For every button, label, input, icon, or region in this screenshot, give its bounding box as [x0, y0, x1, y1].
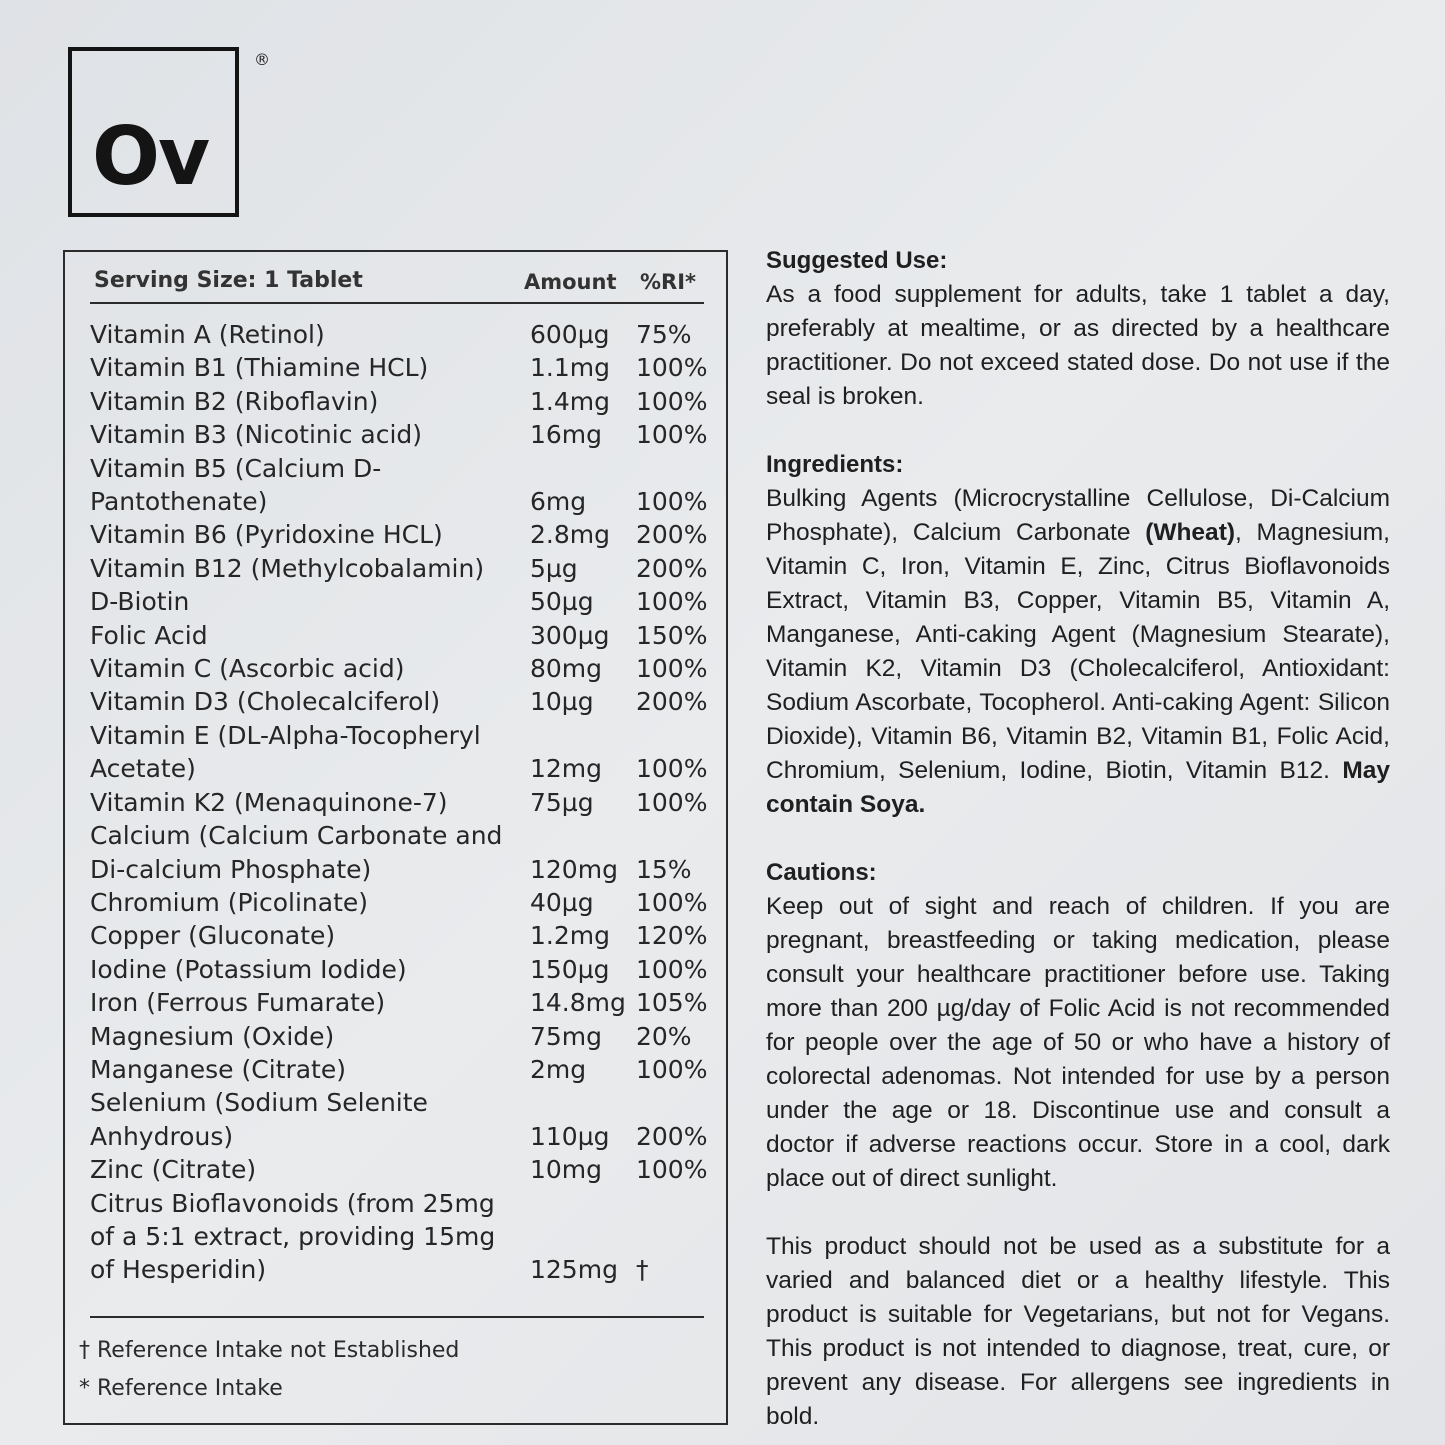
- nutrient-ri: 200%: [636, 1121, 708, 1151]
- nutrient-amount: 14.8mg: [530, 988, 626, 1018]
- nutrient-ri: 100%: [636, 954, 708, 984]
- nutrient-name: Citrus Bioflavonoids (from 25mg of a 5:1 extract, providing 15mg of Hesperidin): [90, 1188, 496, 1285]
- table-body: [90, 318, 730, 1287]
- nutrient-name: Vitamin B12 (Methylcobalamin): [90, 553, 485, 583]
- nutrient-ri: 120%: [636, 921, 708, 951]
- table-row: [90, 919, 730, 952]
- cautions-heading: Cautions:: [766, 859, 877, 886]
- nutrient-amount: 6mg: [530, 487, 587, 517]
- footnote-star: * Reference Intake: [79, 1376, 283, 1401]
- nutrition-panel: [63, 250, 728, 1425]
- table-row: [90, 786, 730, 819]
- info-column: [766, 244, 1390, 1434]
- nutrient-ri: 100%: [636, 353, 708, 383]
- nutrient-amount: 80mg: [530, 654, 603, 684]
- nutrient-amount: 300µg: [530, 620, 610, 650]
- table-row: [90, 819, 730, 886]
- table-row: [90, 518, 730, 551]
- ingredients-heading: Ingredients:: [766, 451, 904, 478]
- nutrient-name: Calcium (Calcium Carbonate and Di-calcium Phosphate): [90, 821, 503, 884]
- amount-header: Amount: [524, 270, 617, 294]
- nutrient-name: Vitamin B6 (Pyridoxine HCL): [90, 520, 443, 550]
- nutrient-amount: 125mg: [530, 1255, 618, 1285]
- nutrient-name: Iodine (Potassium Iodide): [90, 954, 407, 984]
- nutrient-ri: 100%: [636, 386, 708, 416]
- table-row: [90, 652, 730, 685]
- nutrient-name: Iron (Ferrous Fumarate): [90, 988, 386, 1018]
- nutrient-ri: 100%: [636, 587, 708, 617]
- table-header: [90, 266, 704, 304]
- nutrient-amount: 150µg: [530, 954, 610, 984]
- table-row: [90, 585, 730, 618]
- nutrient-ri: 200%: [636, 687, 708, 717]
- nutrient-amount: 120mg: [530, 854, 618, 884]
- table-row: [90, 318, 730, 351]
- footnote-dagger: † Reference Intake not Established: [79, 1338, 460, 1363]
- nutrient-ri: 100%: [636, 754, 708, 784]
- ingredients-text: [766, 482, 1390, 822]
- nutrient-ri: 200%: [636, 520, 708, 550]
- suggested-use-heading: Suggested Use:: [766, 247, 948, 274]
- nutrient-name: Selenium (Sodium Selenite Anhydrous): [90, 1088, 428, 1151]
- nutrient-amount: 2mg: [530, 1054, 587, 1084]
- cautions-text: Keep out of sight and reach of children. If you are pregnant, breastfeeding or taking medication, please consult your healthcare practitioner before use. Taking more than 200 µg/day of Folic Acid is not recommended for people over the age of 50 or who have a history of colorectal adenomas. Not intended for use by a person under the age or 18. Discontinue use and consult a doctor if adverse reactions occur. Store in a cool, dark place out of direct sunlight.: [766, 893, 1390, 1192]
- registered-mark: ®: [254, 50, 270, 69]
- nutrient-ri: 150%: [636, 620, 708, 650]
- nutrient-amount: 1.1mg: [530, 353, 610, 383]
- table-row: [90, 351, 730, 384]
- table-row: [90, 1187, 730, 1287]
- nutrient-name: Vitamin C (Ascorbic acid): [90, 654, 405, 684]
- nutrient-ri: 20%: [636, 1021, 692, 1051]
- ingredients-part2: , Magnesium, Vitamin C, Iron, Vitamin E, Zinc, Citrus Bioflavonoids Extract, Vitamin B3, Copper, Vitamin B5, Vitamin A, Manganese, Anti-caking Agent (Magnesium Stearate), Vitamin K2, Vitamin D3 (Cholecalciferol, Antioxidant: Sodium Ascorbate, Tocopherol. Anti-caking Agent: Silicon Dioxide), Vitamin B6, Vitamin B2, Vitamin B1, Folic Acid, Chromium, Selenium, Iodine, Biotin, Vitamin B12.: [766, 519, 1390, 784]
- table-row: [90, 619, 730, 652]
- table-row: [90, 1086, 730, 1153]
- nutrient-ri: 100%: [636, 654, 708, 684]
- ri-header: %RI*: [640, 270, 697, 294]
- nutrient-ri: 15%: [636, 854, 692, 884]
- nutrient-amount: 5µg: [530, 553, 578, 583]
- nutrient-name: Magnesium (Oxide): [90, 1021, 335, 1051]
- nutrient-ri: 100%: [636, 420, 708, 450]
- cautions-section: [766, 856, 1390, 1196]
- table-row: [90, 719, 730, 786]
- nutrient-ri: 200%: [636, 553, 708, 583]
- table-row: [90, 953, 730, 986]
- nutrient-ri: 100%: [636, 887, 708, 917]
- nutrient-ri: 100%: [636, 487, 708, 517]
- nutrient-amount: 16mg: [530, 420, 603, 450]
- table-row: [90, 886, 730, 919]
- table-row: [90, 1053, 730, 1086]
- nutrient-ri: †: [636, 1255, 649, 1285]
- nutrient-name: Vitamin A (Retinol): [90, 320, 325, 349]
- divider: [90, 1316, 704, 1318]
- table-row: [90, 986, 730, 1019]
- nutrient-amount: 2.8mg: [530, 520, 610, 550]
- allergen-soya: May contain Soya.: [766, 757, 1390, 818]
- nutrient-amount: 12mg: [530, 754, 603, 784]
- nutrient-amount: 10mg: [530, 1155, 603, 1185]
- nutrient-name: Vitamin D3 (Cholecalciferol): [90, 687, 441, 717]
- logo-text: Ov: [92, 110, 209, 203]
- table-row: [90, 1153, 730, 1186]
- nutrient-name: D-Biotin: [90, 587, 190, 617]
- nutrient-amount: 40µg: [530, 887, 594, 917]
- nutrient-amount: 600µg: [530, 320, 610, 349]
- nutrient-name: Vitamin B1 (Thiamine HCL): [90, 353, 429, 383]
- nutrient-name: Vitamin B3 (Nicotinic acid): [90, 420, 423, 450]
- nutrition-table: [90, 266, 710, 1285]
- nutrient-name: Copper (Gluconate): [90, 921, 336, 951]
- nutrient-amount: 10µg: [530, 687, 594, 717]
- table-row: [90, 385, 730, 418]
- table-row: [90, 1020, 730, 1053]
- nutrient-ri: 100%: [636, 787, 708, 817]
- suggested-use-section: [766, 244, 1390, 414]
- nutrient-amount: 50µg: [530, 587, 594, 617]
- ingredients-section: [766, 448, 1390, 822]
- nutrient-amount: 1.2mg: [530, 921, 610, 951]
- table-row: [90, 552, 730, 585]
- nutrient-ri: 100%: [636, 1155, 708, 1185]
- nutrient-name: Vitamin B5 (Calcium D-Pantothenate): [90, 453, 382, 517]
- allergen-wheat: (Wheat): [1145, 519, 1236, 546]
- nutrient-ri: 105%: [636, 988, 708, 1018]
- nutrient-ri: 100%: [636, 1054, 708, 1084]
- nutrient-name: Vitamin E (DL-Alpha-Tocopheryl Acetate): [90, 720, 481, 784]
- nutrient-amount: 1.4mg: [530, 386, 610, 416]
- nutrient-name: Vitamin B2 (Riboflavin): [90, 386, 379, 416]
- table-row: [90, 685, 730, 718]
- brand-logo: [68, 47, 239, 217]
- nutrient-name: Folic Acid: [90, 620, 208, 650]
- nutrient-ri: 75%: [636, 320, 692, 349]
- nutrient-name: Vitamin K2 (Menaquinone-7): [90, 787, 448, 817]
- serving-size-label: Serving Size: 1 Tablet: [94, 268, 363, 293]
- nutrient-amount: 75mg: [530, 1021, 603, 1051]
- table-row: [90, 418, 730, 451]
- nutrient-amount: 110µg: [530, 1121, 610, 1151]
- nutrient-name: Manganese (Citrate): [90, 1054, 346, 1084]
- suggested-use-text: As a food supplement for adults, take 1 tablet a day, preferably at mealtime, or as directed by a healthcare practitioner. Do not exceed stated dose. Do not use if the seal is broken.: [766, 281, 1390, 410]
- nutrient-name: Zinc (Citrate): [90, 1155, 257, 1185]
- nutrient-name: Chromium (Picolinate): [90, 887, 369, 917]
- nutrient-amount: 75µg: [530, 787, 594, 817]
- table-row: [90, 452, 730, 519]
- ingredients-part1: Bulking Agents (Microcrystalline Cellulose, Di-Calcium Phosphate), Calcium Carbonate: [766, 485, 1390, 546]
- disclaimer-text: This product should not be used as a substitute for a varied and balanced diet or a healthy lifestyle. This product is suitable for Vegetarians, but not for Vegans. This product is not intended to diagnose, treat, cure, or prevent any disease. For allergens see ingredients in bold.: [766, 1233, 1390, 1430]
